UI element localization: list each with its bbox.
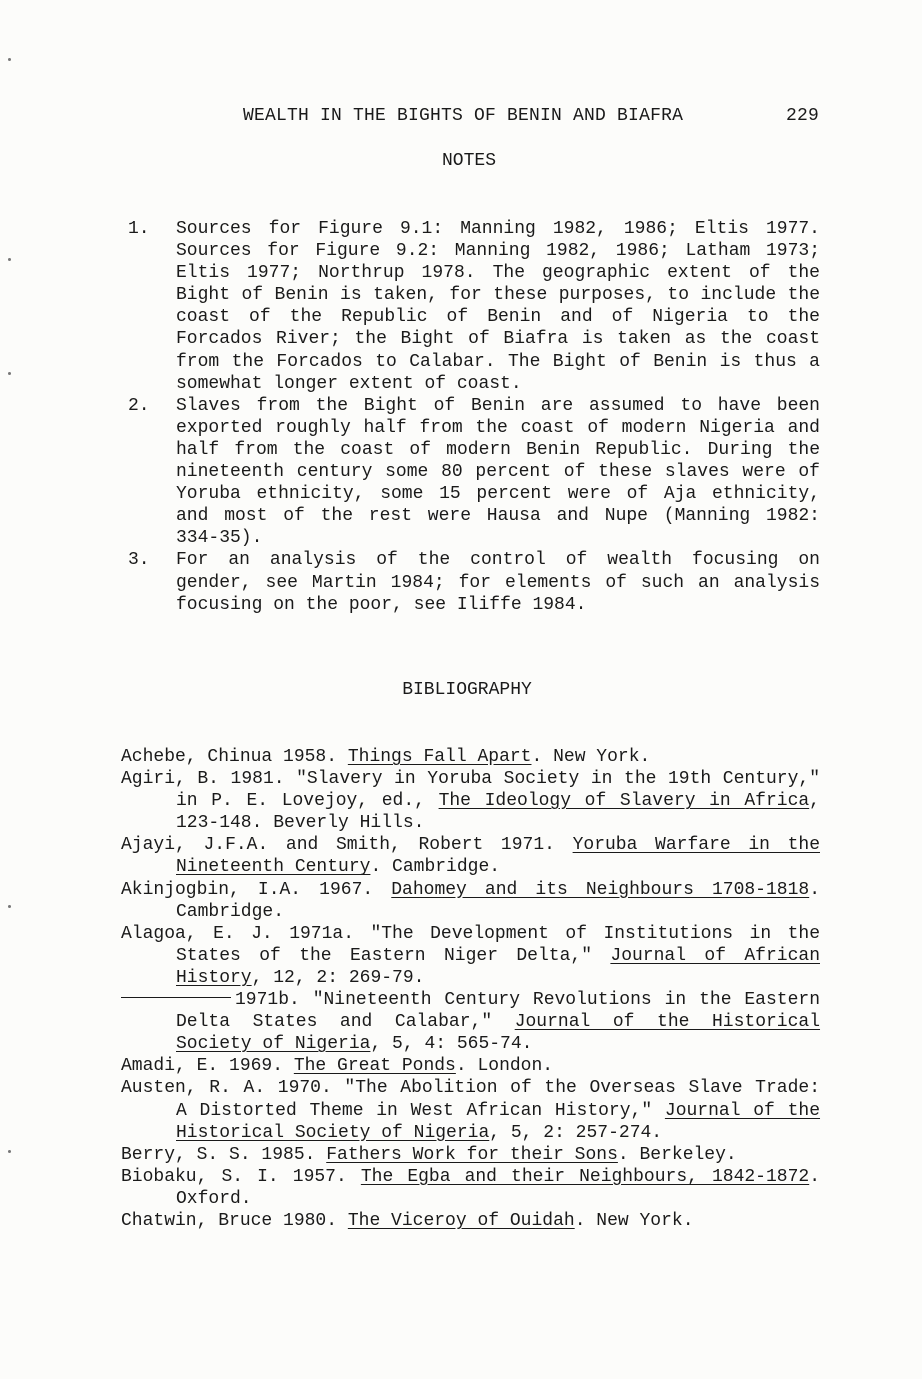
entry-author: Alagoa, E. J. 1971a. "The Development of Institutions in the States of the Eastern Niger Delta,": [121, 923, 820, 966]
bibliography-entry: [121, 1166, 820, 1210]
entry-author: Biobaku, S. I. 1957.: [121, 1166, 361, 1187]
entry-title: Things Fall Apart: [347, 747, 532, 767]
entry-title: Fathers Work for their Sons: [326, 1144, 618, 1165]
notes-list: [128, 218, 820, 616]
entry-publication: , 5, 2: 257-274.: [489, 1122, 663, 1143]
note-item: [128, 395, 820, 550]
note-item: [128, 549, 820, 615]
note-text: Slaves from the Bight of Benin are assumed to have been exported roughly half from the coast of modern Nigeria and half from the coast of modern Benin Republic. During the nineteenth century some 80 percent of these slaves were of Yoruba ethnicity, some 15 percent were of Aja ethnicity, and most of the rest were Hausa and Nupe (Manning 1982: 334-35).: [176, 395, 820, 549]
entry-title: Journal of the Historical Society of Nigeria: [176, 1012, 821, 1055]
entry-title: Journal of African History: [176, 945, 820, 988]
scan-speck: [8, 1150, 11, 1153]
entry-author: Akinjogbin, I.A. 1967.: [121, 879, 392, 900]
bibliography-entry: [121, 746, 820, 768]
entry-publication: . New York.: [574, 1210, 694, 1231]
note-text: For an analysis of the control of wealth focusing on gender, see Martin 1984; for elements of such an analysis focusing on the poor, see Iliffe 1984.: [176, 550, 820, 615]
entry-publication: . Cambridge.: [176, 879, 820, 922]
entry-title: Journal of the Historical Society of Nigeria: [176, 1100, 821, 1143]
entry-author: Amadi, E. 1969.: [121, 1056, 294, 1077]
entry-publication: . London.: [455, 1056, 554, 1077]
entry-publication: . Berkeley.: [617, 1144, 737, 1165]
notes-heading: NOTES: [441, 151, 496, 171]
entry-publication: . Oxford.: [176, 1166, 821, 1209]
page-number: 229: [785, 106, 819, 126]
entry-title: The Great Ponds: [293, 1056, 456, 1077]
bibliography-heading: BIBLIOGRAPHY: [402, 680, 532, 700]
entry-author: Chatwin, Bruce 1980.: [121, 1210, 348, 1231]
scan-speck: [8, 58, 11, 61]
note-number: 1.: [128, 219, 150, 239]
bibliography-entry: [121, 989, 820, 1055]
entry-author: Achebe, Chinua 1958.: [121, 747, 348, 767]
repeat-author-rule: [121, 997, 231, 998]
entry-publication: . Cambridge.: [370, 857, 501, 878]
bibliography-entry: [121, 1210, 820, 1232]
entry-author: Berry, S. S. 1985.: [121, 1144, 327, 1165]
entry-publication: , 5, 4: 565-74.: [370, 1034, 533, 1055]
entry-author: Austen, R. A. 1970. "The Abolition of the Overseas Slave Trade: A Distorted Theme in West African History,": [121, 1078, 820, 1121]
entry-author: 1971b. "Nineteenth Century Revolutions in the Eastern Delta States and Calabar,": [176, 990, 820, 1033]
entry-title: The Ideology of Slavery in Africa: [438, 791, 810, 812]
note-item: [128, 218, 820, 395]
bibliography-entry: [121, 768, 820, 834]
running-header: [0, 106, 922, 130]
entry-publication: . New York.: [531, 747, 651, 767]
bibliography-entry: [121, 1055, 820, 1077]
entry-publication: , 12, 2: 269-79.: [251, 967, 425, 988]
bibliography-entry: [121, 923, 820, 989]
entry-author: Agiri, B. 1981. "Slavery in Yoruba Society in the 19th Century," in P. E. Lovejoy, ed.,: [121, 769, 820, 812]
bibliography-entry: [121, 834, 820, 878]
scan-speck: [8, 258, 11, 261]
entry-title: The Egba and their Neighbours, 1842-1872: [360, 1166, 810, 1187]
note-number: 2.: [128, 395, 150, 416]
scan-speck: [8, 372, 11, 375]
scan-speck: [8, 905, 11, 908]
entry-author: Ajayi, J.F.A. and Smith, Robert 1971.: [121, 835, 573, 856]
note-text: Sources for Figure 9.1: Manning 1982, 1986; Eltis 1977. Sources for Figure 9.2: Manning 1982, 1986; Latham 1973; Eltis 1977; Northrup 1978. The geographic extent of the Bight of Benin is taken, for these purposes, to include the coast of the Republic of Benin and of Nigeria to the Forcados River; the Bight of Biafra is taken as the coast from the Forcados to Calabar. The Bight of Benin is thus a somewhat longer extent of coast.: [176, 219, 820, 394]
note-number: 3.: [128, 550, 150, 571]
entry-title: The Viceroy of Ouidah: [347, 1210, 575, 1231]
bibliography-entry: [121, 1077, 820, 1143]
entry-publication: , 123-148. Beverly Hills.: [176, 791, 820, 834]
running-title: WEALTH IN THE BIGHTS OF BENIN AND BIAFRA: [243, 106, 684, 126]
bibliography-entry: [121, 1144, 820, 1166]
bibliography-entry: [121, 879, 820, 923]
entry-title: Yoruba Warfare in the Nineteenth Century: [176, 835, 820, 878]
entry-title: Dahomey and its Neighbours 1708-1818: [391, 879, 810, 900]
bibliography-list: [121, 746, 820, 1232]
